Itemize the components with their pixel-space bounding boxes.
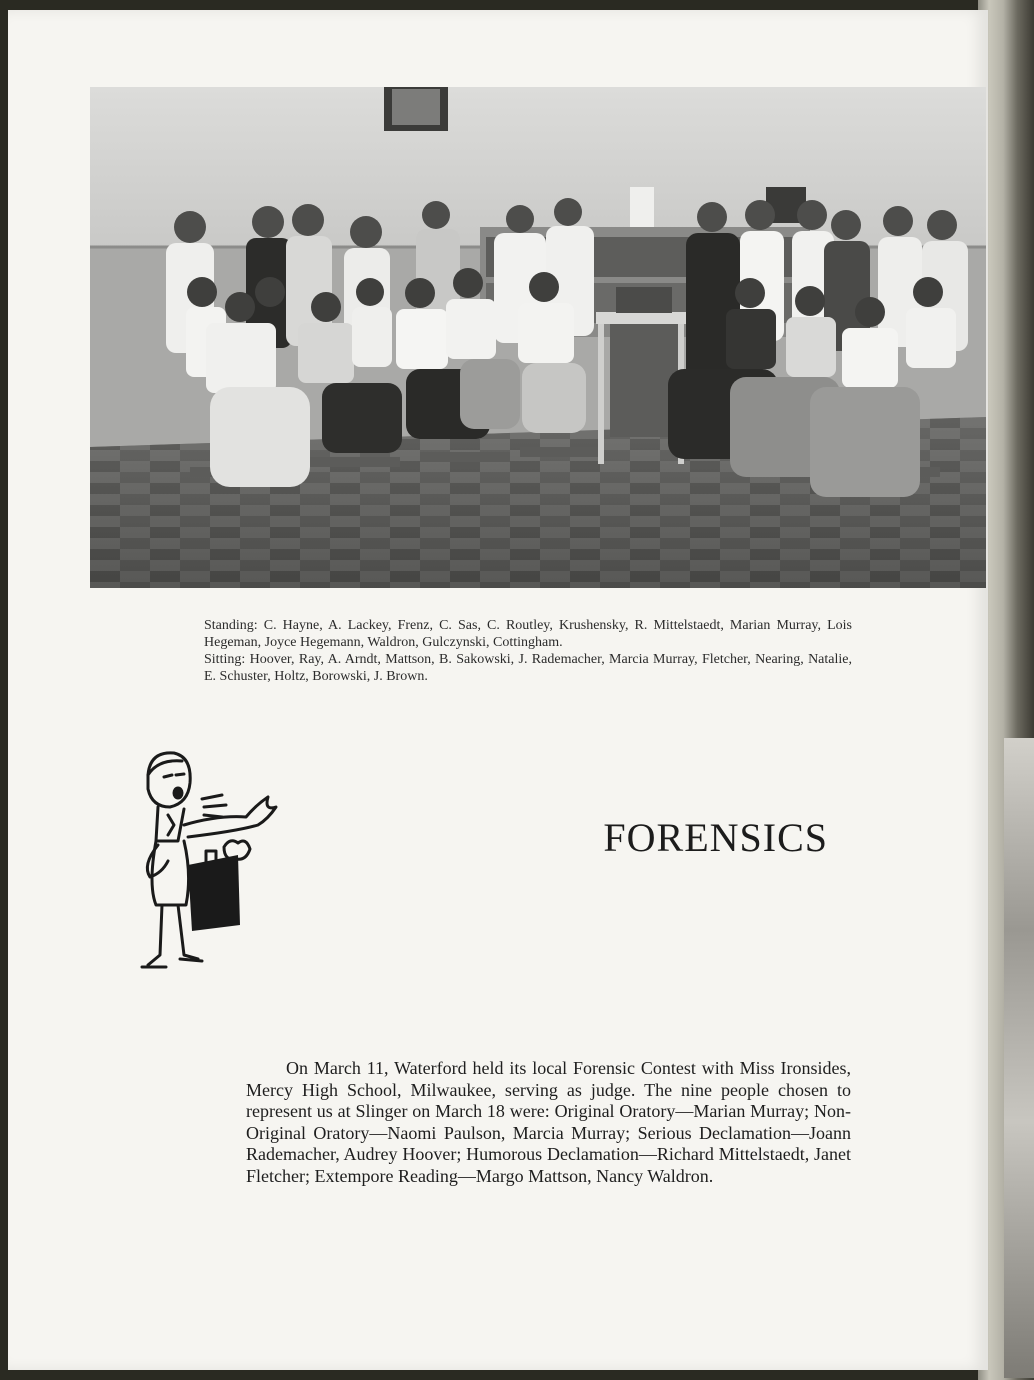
caption-standing: Standing: C. Hayne, A. Lackey, Frenz, C. Sas, C. Routley, Krushensky, R. Mittelstaedt, Marian Murray, Lois Hegeman, Joyce Hegemann, Waldron, Gulczynski, Cottingham. bbox=[204, 618, 852, 650]
group-photo-icon bbox=[90, 87, 986, 588]
page-title: FORENSICS bbox=[603, 815, 828, 860]
photo-caption bbox=[204, 617, 852, 685]
orator-cartoon-icon bbox=[128, 745, 278, 975]
orator-illustration bbox=[128, 745, 278, 975]
article-body: On March 11, Waterford held its local Forensic Contest with Miss Ironsides, Mercy High School, Milwaukee, serving as judge. The nine people chosen to represent us at Slinger on March 18 were: Original Oratory—Marian Murray; Non-Original Oratory—Naomi Paulson, Marcia Murray; Serious Declamation—Joann Rademacher, Audrey Hoover; Humorous Declamation—Richard Mittelstaedt, Janet Fletcher; Extempore Reading—Margo Mattson, Nancy Waldron. bbox=[246, 1058, 851, 1186]
adjacent-page-edge bbox=[1004, 738, 1034, 1378]
group-photo bbox=[90, 87, 986, 588]
caption-sitting: Sitting: Hoover, Ray, A. Arndt, Mattson, B. Sakowski, J. Rademacher, Marcia Murray, Fletcher, Nearing, Natalie, E. Schuster, Holtz, Borowski, J. Brown. bbox=[204, 652, 852, 684]
yearbook-page bbox=[8, 10, 988, 1370]
